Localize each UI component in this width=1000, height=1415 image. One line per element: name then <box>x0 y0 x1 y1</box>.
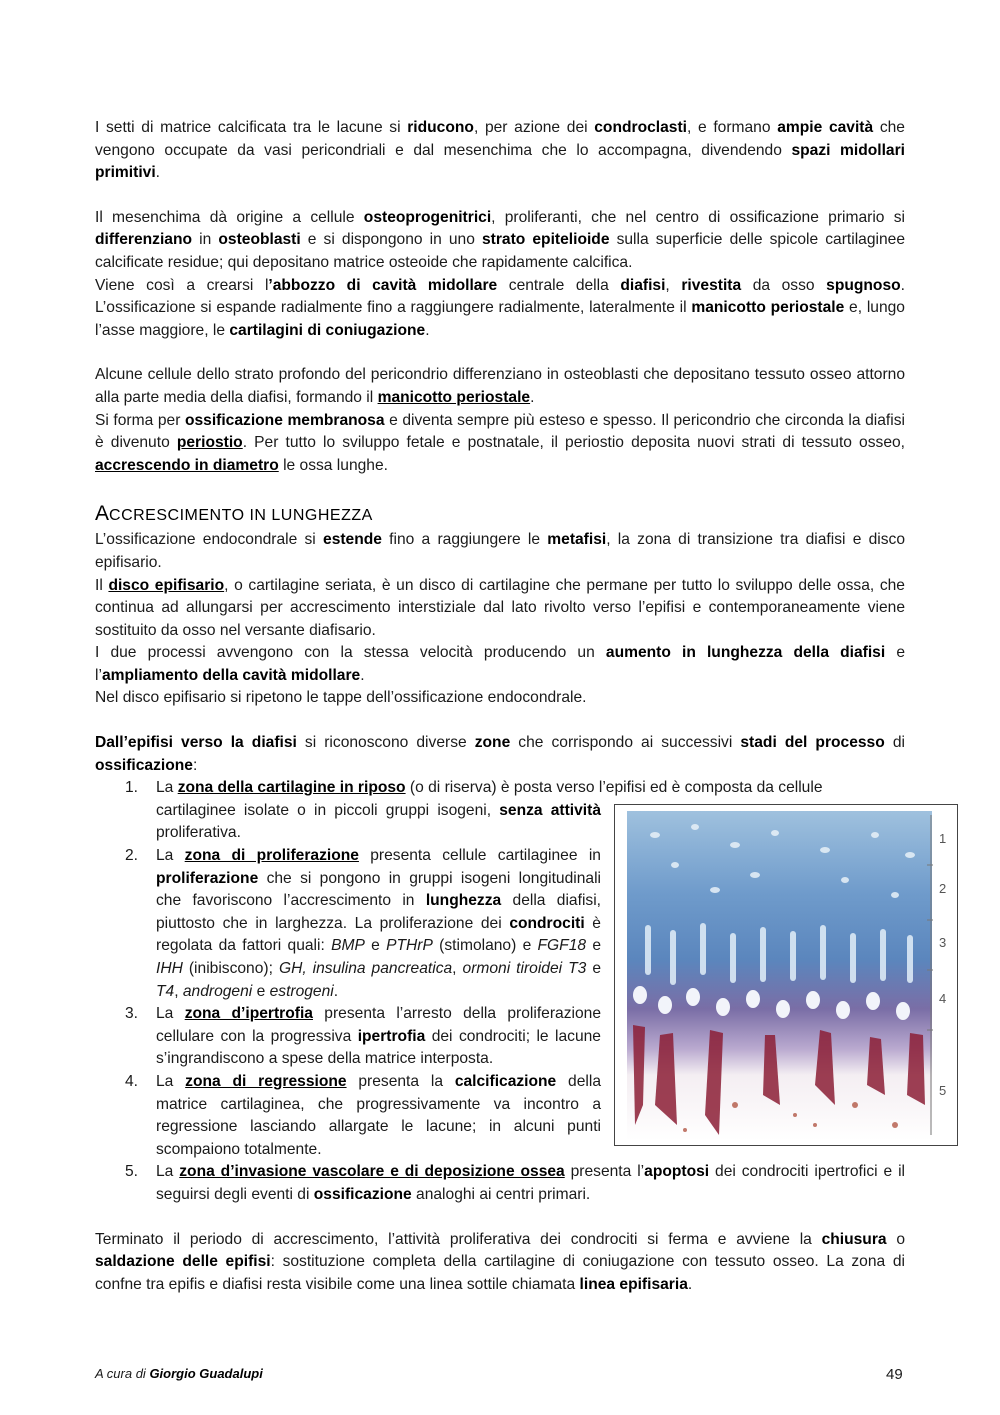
text-run: e <box>586 937 601 955</box>
footer-credit <box>95 1366 263 1381</box>
text-run: presenta la <box>346 1072 455 1090</box>
bold-term: proliferazione <box>156 869 259 887</box>
paragraph-setti <box>95 117 905 185</box>
text-run: . <box>530 388 535 406</box>
bold-term: accrescendo in diametro <box>95 456 279 474</box>
bold-term: diafisi <box>620 276 666 294</box>
italic-term: ormoni tiroidei T3 <box>462 960 587 977</box>
paragraph-mesenchima <box>95 207 905 275</box>
text-run: Si forma per <box>95 411 185 429</box>
text-run: , <box>452 960 463 977</box>
bold-term: aumento in lunghezza della diafisi <box>605 644 886 662</box>
paragraph-pericondrio <box>95 364 905 409</box>
list-number: 5. <box>125 1163 139 1181</box>
section-heading <box>95 501 905 529</box>
text-run: analoghi ai centri primari. <box>411 1185 591 1203</box>
zone-label: 4 <box>939 991 947 1006</box>
text-run: : <box>192 756 198 774</box>
text-run: della matrice cartilaginea, che progressivamente va incontro a regressione lasciando allargate le lacune; in alcuni punti scompaiono totalmente. <box>156 1072 601 1158</box>
bold-term: saldazione delle epifisi <box>95 1253 271 1271</box>
page-number: 49 <box>886 1366 903 1383</box>
list-number: 3. <box>125 1005 139 1023</box>
bold-term: cartilagini di coniugazione <box>229 321 426 339</box>
text-run: I due processi avvengono con la stessa velocità producendo un <box>95 644 606 662</box>
text-run: , la zona di transizione tra diafisi e disco epifisario. <box>95 531 906 571</box>
text-run: , <box>174 982 183 1000</box>
text-run: , proliferanti, che nel centro di ossificazione primario si <box>491 208 906 226</box>
text-run: (inibiscono); <box>182 960 279 977</box>
text-run: presenta l’ <box>564 1163 645 1181</box>
text-run: e si dispongono in uno <box>300 231 482 249</box>
bold-term: ossificazione <box>313 1185 412 1203</box>
bold-term: chiusura <box>821 1230 887 1248</box>
histology-figure <box>614 804 958 1146</box>
text-run: da osso <box>741 276 827 294</box>
text-run: dei condrociti ipertrofici e il seguirsi degli eventi di <box>156 1163 905 1203</box>
text-run: , <box>665 276 682 294</box>
text-run: , per azione dei <box>473 119 595 136</box>
text-run: Alcune cellule dello strato profondo del pericondrio differenziano in osteoblasti che depositano tessuto osseo attorno alla parte media della diafisi, formando il <box>95 366 905 406</box>
text-run: La <box>156 847 185 865</box>
bold-term: ’abbozzo di cavità midollare <box>268 276 498 294</box>
bold-term: zona di proliferazione <box>184 847 359 865</box>
bold-term: zona della cartilagine in riposo <box>177 779 406 797</box>
text-run: La <box>156 779 178 797</box>
italic-term: FGF18 <box>537 937 587 955</box>
text-run: e l’ <box>95 644 905 684</box>
bold-term: apoptosi <box>644 1163 710 1181</box>
histology-image <box>615 805 957 1145</box>
bold-term: ossificazione <box>95 756 193 774</box>
bold-term: disco epifisario <box>108 576 225 594</box>
bold-term: ampliamento della cavità midollare <box>101 666 361 684</box>
list-item-text <box>156 845 601 1003</box>
list-item-line <box>156 777 905 800</box>
paragraph-estende <box>95 529 905 574</box>
italic-term: androgeni <box>182 982 253 1000</box>
bold-term: estende <box>323 531 382 549</box>
text-run: . <box>425 321 430 339</box>
text-run: presenta cellule cartilaginee in <box>358 847 601 865</box>
text-run: che corrispondo ai successivi <box>510 734 741 752</box>
italic-term: GH, insulina pancreatica <box>278 960 453 977</box>
bold-term: spazi midollari primitivi <box>95 141 906 182</box>
bold-term: lunghezza <box>425 892 502 910</box>
text-run: fino a raggiungere le <box>381 531 548 549</box>
bold-term: osteoprogenitrici <box>363 208 492 226</box>
bold-term: strato epitelioide <box>481 231 610 249</box>
bold-term: manicotto periostale <box>377 388 531 406</box>
paragraph-tappe <box>95 687 905 710</box>
list-item-text <box>156 1071 601 1161</box>
italic-term: estrogeni <box>269 982 334 1000</box>
list-number: 4. <box>125 1072 139 1090</box>
text-run: le ossa lunghe. <box>278 456 388 474</box>
bold-term: ossificazione membranosa <box>184 411 385 429</box>
text-run: che vengono occupate da vasi pericondriali e dal mesenchima che lo accompagna, divendendo <box>95 119 905 159</box>
zone-label: 3 <box>939 935 947 950</box>
text-run: Il mesenchima dà origine a cellule <box>95 208 364 226</box>
heading-initial: A <box>95 502 110 526</box>
text-run: : sostituzione completa della cartilagine di coniugazione con tessuto osseo. La zona di confne tra epifis e diafisi resta visibile come una linea sottile chiamata <box>95 1253 905 1293</box>
text-run: che si pongono in gruppi isogeni longitudinali che favoriscono l’accrescimento in <box>156 869 601 910</box>
text-run: è regolata da fattori quali: <box>156 914 601 955</box>
text-run: La <box>156 1163 180 1181</box>
bold-term: condroclasti <box>594 119 687 136</box>
bold-term: zone <box>474 734 511 752</box>
text-run: Il <box>95 576 109 594</box>
text-run: . L’ossificazione si espande radialmente fino a raggiungere radialmente, lateralmente il <box>95 276 905 317</box>
paragraph-velocita <box>95 642 905 687</box>
paragraph-disco <box>95 575 905 643</box>
text-run: proliferativa. <box>156 824 241 842</box>
text-run: (o di riserva) è posta verso l’epifisi ed è composta da cellule <box>405 779 823 797</box>
text-run: di <box>884 734 905 752</box>
list-number: 1. <box>125 779 139 797</box>
bold-term: manicotto periostale <box>691 299 845 317</box>
text-run: . Per tutto lo sviluppo fetale e postnatale, il periostio deposita nuovi strati di tessuto osseo, <box>242 434 905 452</box>
text-run: . <box>360 666 365 684</box>
list-item-text <box>156 800 601 845</box>
bold-term: riducono <box>407 119 474 136</box>
list-number: 2. <box>125 847 139 865</box>
list-item-text <box>156 1161 905 1206</box>
text-run: Viene così a crearsi l <box>95 276 269 294</box>
bold-term: calcificazione <box>454 1072 557 1090</box>
paragraph-zone-intro <box>95 732 905 777</box>
bold-term: metafisi <box>547 531 607 549</box>
zone-label: 1 <box>939 831 947 846</box>
bold-term: Dall’epifisi verso la diafisi <box>95 734 297 752</box>
text-run: si riconoscono diverse <box>296 734 475 752</box>
bold-term: zona d’invasione vascolare e di deposizione ossea <box>179 1163 565 1181</box>
italic-term: IHH <box>156 960 183 977</box>
text-run: L’ossificazione endocondrale si <box>95 531 324 549</box>
footer-prefix: A cura di <box>95 1366 150 1381</box>
text-run: , e formano <box>686 119 778 136</box>
paragraph-membranosa <box>95 410 905 478</box>
text-run: della diafisi, piuttosto che in larghezza. La proliferazione dei <box>156 892 601 932</box>
text-run: La <box>156 1072 186 1090</box>
text-run: e <box>586 960 602 977</box>
bold-term: spugnoso <box>826 276 901 294</box>
text-run: I setti di matrice calcificata tra le lacune si <box>95 119 408 136</box>
italic-term: PTHrP <box>386 937 433 955</box>
text-run: e, lungo l’asse maggiore, le <box>95 299 905 339</box>
bold-term: periostio <box>176 434 243 452</box>
text-run: Terminato il periodo di accrescimento, l’attività proliferativa dei condrociti si ferma e avviene la <box>95 1230 822 1248</box>
text-run: . <box>155 164 160 182</box>
bold-term: linea epifisaria <box>579 1275 688 1293</box>
text-run: e <box>364 937 387 955</box>
text-run: o <box>886 1230 905 1248</box>
bold-term: zona di regressione <box>185 1072 347 1090</box>
bold-term: ipertrofia <box>357 1027 426 1045</box>
text-run: presenta l’arresto della proliferazione cellulare con la progressiva <box>156 1005 602 1045</box>
text-run: e diventa sempre più esteso e spesso. Il pericondrio che circonda la diafisi è divenuto <box>95 411 905 452</box>
bold-term: ampie cavità <box>777 119 874 136</box>
list-item <box>95 1161 905 1206</box>
heading-rest: CCRESCIMENTO IN LUNGHEZZA <box>109 507 373 525</box>
italic-term: BMP <box>331 937 365 955</box>
text-run: in <box>192 231 219 249</box>
bold-term: zona d’ipertrofia <box>184 1005 313 1023</box>
text-run: e <box>252 982 270 1000</box>
bold-term: osteoblasti <box>218 231 301 249</box>
text-run: . <box>333 982 339 1000</box>
zone-label: 2 <box>939 881 947 896</box>
text-run: (stimolano) e <box>432 937 538 955</box>
bold-term: rivestita <box>681 276 742 294</box>
text-run: . <box>687 1275 693 1293</box>
bold-term: stadi del processo <box>740 734 885 752</box>
text-run: dei condrociti; le lacune s’ingrandiscono a spese della matrice interposta. <box>156 1027 601 1068</box>
paragraph-chiusura <box>95 1229 905 1297</box>
list-item-text <box>156 1003 601 1071</box>
bold-term: senza attività <box>499 801 602 819</box>
paragraph-abbozzo <box>95 275 905 343</box>
bold-term: differenziano <box>95 231 193 249</box>
text-run: centrale della <box>497 276 621 294</box>
text-run: sulla superficie delle spicole cartilaginee calcificate residue; qui depositano matrice osteoide che rapidamente calcifica. <box>95 231 905 271</box>
text-run: Nel disco epifisario si ripetono le tappe dell’ossificazione endocondrale. <box>95 689 587 707</box>
bold-term: condrociti <box>509 914 585 932</box>
text-run: La <box>156 1005 185 1023</box>
text-run: cartilaginee isolate o in piccoli gruppi isogeni, <box>156 801 500 819</box>
zone-label: 5 <box>939 1083 947 1098</box>
italic-term: T4 <box>156 982 175 1000</box>
footer-author: Giorgio Guadalupi <box>149 1366 263 1381</box>
text-run: , o cartilagine seriata, è un disco di cartilagine che permane per tutto lo sviluppo delle ossa, che continua ad allungarsi per accrescimento interstiziale dal lato rivolto verso l’epifisi e contemporaneamente viene sostituito da osso nel versante diafisario. <box>95 576 905 639</box>
